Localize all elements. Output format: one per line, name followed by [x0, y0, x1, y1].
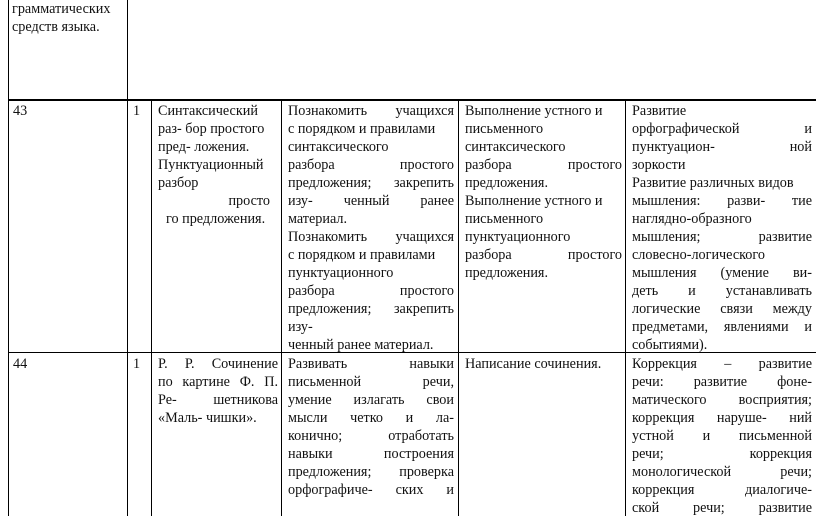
text-line: письменной речи,: [288, 374, 454, 390]
text-line: монологической речи;: [632, 464, 812, 480]
text-line: с порядком и правилами: [288, 247, 436, 263]
row-44-topic: [158, 355, 278, 427]
text-line: Выполнение устного и: [465, 193, 603, 209]
text-line: «Маль- чишки».: [158, 410, 257, 426]
table-border-left: [8, 0, 9, 516]
text-line: раз- бор простого: [158, 121, 265, 137]
text-line: конично; отработать: [288, 428, 454, 444]
top-row-topic-fragment: [12, 0, 124, 36]
row-43-number: [13, 102, 123, 120]
text-line: изу-: [288, 319, 313, 335]
text-line: с порядком и правилами: [288, 121, 436, 137]
text-line: предметами, явлениями и: [632, 319, 812, 335]
table-divider-hours: [151, 100, 152, 516]
text-line: предложения; проверка: [288, 464, 454, 480]
text-line: Развивать навыки: [288, 356, 454, 372]
table-divider-topic: [281, 100, 282, 516]
text-line: логические связи между: [632, 301, 812, 317]
text-line: разбора простого: [465, 247, 622, 263]
text-line: письменного: [465, 121, 544, 137]
text-line: Ре- шетникова: [158, 392, 278, 408]
text-line: словесно-логического: [632, 247, 765, 263]
text-line: мысли четко и ла-: [288, 410, 454, 426]
lesson-hours: 1: [133, 356, 141, 372]
text-line: средств языка.: [12, 19, 100, 35]
row-44-activities: [465, 355, 622, 373]
text-line: речи: развитие фоне-: [632, 374, 812, 390]
text-line: Р. Р. Сочинение: [158, 356, 278, 372]
text-line: мышления; развитие: [632, 229, 812, 245]
text-line: предложения.: [465, 265, 549, 281]
text-line: событиями).: [632, 337, 708, 353]
text-line: разбора простого: [288, 157, 454, 173]
text-line: мышления: разви- тие: [632, 193, 812, 209]
text-line: грамматических: [12, 1, 111, 17]
text-line: по картине Ф. П.: [158, 374, 278, 390]
text-line: предложения.: [465, 175, 549, 191]
text-line: изу- ченный ранее: [288, 193, 454, 209]
lesson-number: 43: [13, 103, 28, 119]
row-43-activities: [465, 102, 622, 282]
row-44-correction: [632, 355, 812, 516]
text-line: пунктуационного: [465, 229, 571, 245]
text-line: навыки построения: [288, 446, 454, 462]
text-line: ской речи; развитие: [632, 500, 812, 516]
text-line: Развитие различных видов: [632, 175, 794, 191]
text-line: материал.: [288, 211, 348, 227]
text-line: разбор: [158, 175, 199, 191]
row-43-hours: [133, 102, 149, 120]
table-divider-number: [127, 0, 128, 516]
row-44-goals: [288, 355, 454, 499]
text-line: мышления (умение ви-: [632, 265, 812, 281]
text-line: матического восприятия;: [632, 392, 812, 408]
text-line: разбора простого: [465, 157, 622, 173]
row-43-goals: [288, 102, 454, 354]
text-line: деть и устанавливать: [632, 283, 812, 299]
text-line: пунктуационного: [288, 265, 394, 281]
text-line: коррекция диалогиче-: [632, 482, 812, 498]
text-line: разбора простого: [288, 283, 454, 299]
text-line: письменного: [465, 211, 544, 227]
text-line: Развитие: [632, 103, 687, 119]
row-44-number: [13, 355, 123, 373]
text-line: синтаксического: [465, 139, 566, 155]
text-line: ченный ранее материал.: [288, 337, 434, 353]
text-line: пред- ложения.: [158, 139, 250, 155]
text-line: предложения; закрепить: [288, 301, 454, 317]
text-line: коррекция наруше- ний: [632, 410, 812, 426]
text-line: речи; коррекция: [632, 446, 812, 462]
lesson-hours: 1: [133, 103, 141, 119]
text-line: Коррекция – развитие: [632, 356, 812, 372]
text-line: просто: [228, 193, 270, 209]
text-line: Написание сочинения.: [465, 356, 602, 372]
table-row-divider-top-2: [8, 100, 816, 101]
table-divider-goals: [458, 100, 459, 516]
lesson-number: 44: [13, 356, 28, 372]
text-line: синтаксического: [288, 139, 389, 155]
text-line: предложения; закрепить: [288, 175, 454, 191]
text-line: го предложения.: [166, 211, 266, 227]
text-line: Выполнение устного и: [465, 103, 603, 119]
text-line: наглядно-образного: [632, 211, 752, 227]
text-line: пунктуацион- ной: [632, 139, 812, 155]
text-line: орфографической и: [632, 121, 812, 137]
row-43-correction: [632, 102, 812, 354]
row-44-hours: [133, 355, 149, 373]
text-line: устной и письменной: [632, 428, 812, 444]
text-line: Познакомить учащихся: [288, 229, 454, 245]
table-divider-activities: [625, 100, 626, 516]
text-line: Синтаксический: [158, 103, 258, 119]
text-line: орфографиче- ских и: [288, 482, 454, 498]
row-43-topic: [158, 102, 278, 228]
text-line: зоркости: [632, 157, 686, 173]
text-line: Пунктуационный: [158, 157, 264, 173]
text-line: умение излагать свои: [288, 392, 454, 408]
text-line: Познакомить учащихся: [288, 103, 454, 119]
